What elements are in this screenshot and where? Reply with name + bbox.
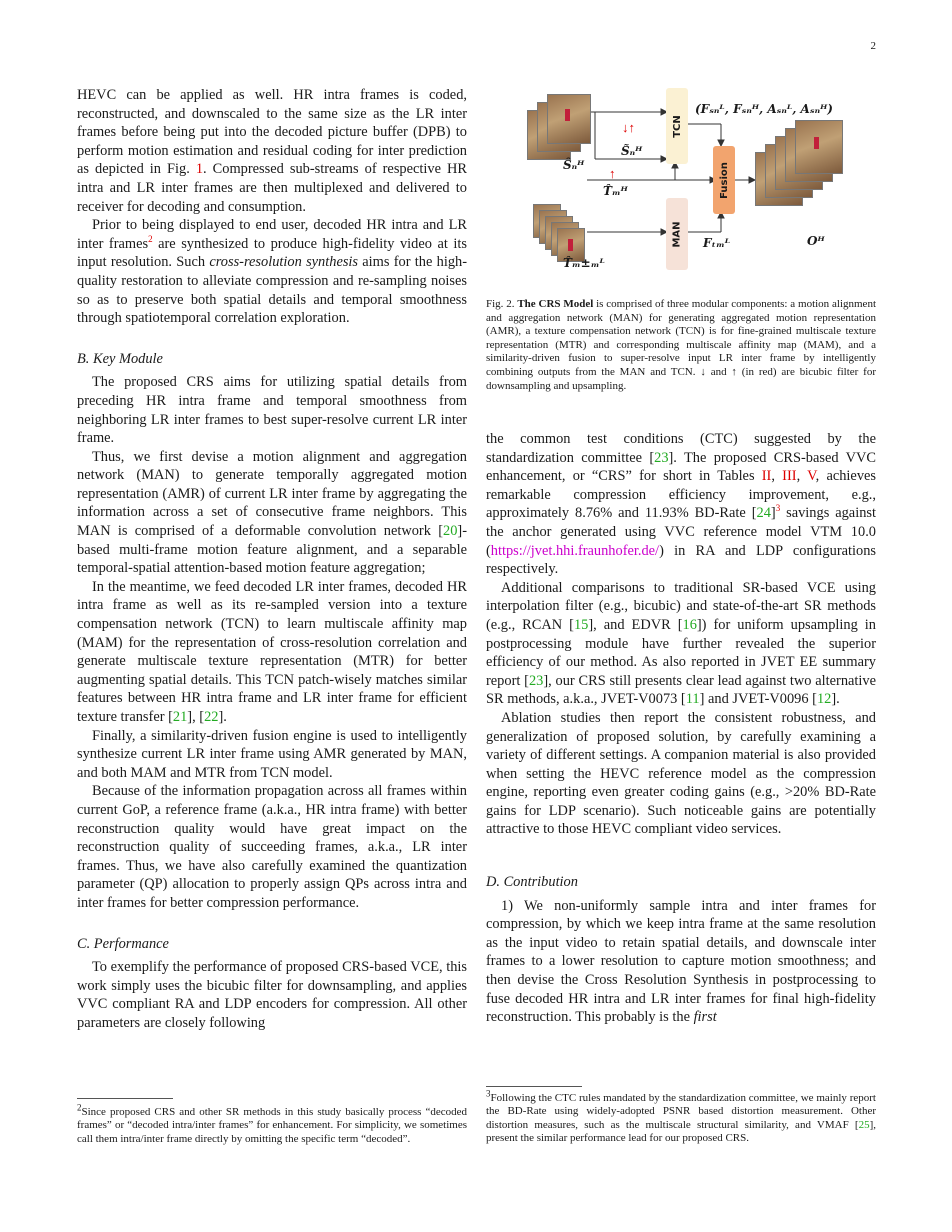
man-block: MAN	[666, 198, 688, 270]
paragraph: Finally, a similarity-driven fusion engine is used to intelligently synthesize current LR inter frame using AMR generated by MAN, and both MAM and MTR from TCN model.	[77, 727, 467, 781]
citation[interactable]: 21	[172, 709, 188, 725]
citation[interactable]: 23	[654, 449, 669, 466]
paragraph: the common test conditions (CTC) suggested by the standardization committee [23]. The proposed CRS-based VVC enhancement, or “CRS” for short in Tables II, III, V, achieves remarkable compression efficiency improvement, e.g., approximately 8.76% and 11.93% BD-Rate $[24]^3$ savings against the anchor generated using VVC reference model VTM 10.0 (https://jvet.hhi.fraunhofer.de/) in RA and LDP configurations respectively.	[486, 431, 877, 578]
tcn-block: TCN	[666, 88, 688, 164]
footnote-mark[interactable]: 3	[775, 503, 781, 514]
citation[interactable]: 11	[685, 691, 700, 708]
paragraph: Additional comparisons to traditional SR-based VCE using interpolation filter (e.g., bicubic) and state-of-the-art SR methods (e.g., RCAN [15], and EDVR [16]) for uniform upsampling in postprocessing module have further revealed the superior efficiency of our method. As also reported in JVET EE summary report [23], our CRS still presents clear lead against two alternative SR methods, a.k.a., JVET-V0073 [11] and JVET-V0096 [12].	[486, 579, 876, 708]
citation[interactable]: 24	[756, 505, 771, 522]
paragraph: The proposed CRS aims for utilizing spatial details from preceding HR intra frame and temporal smoothness from neighboring LR inter frames to best super-resolve current LR inter frame.	[77, 374, 467, 447]
upsampling-arrow: ↑	[609, 166, 616, 181]
paragraph: Ablation studies then report the consistent robustness, and generalization of proposed solution, by carefully examining a variety of different settings. A companion material is also provided when setting the HEVC reference model as the compression engine, reporting even greater coding gains (e.g., >20% BD-Rate gains for LDP scenario). Such noticeable gains are potentially attractive to those HEVC compliant video services.	[486, 709, 876, 838]
figure-ref[interactable]: 1	[195, 161, 204, 178]
paragraph: Thus, we first devise a motion alignment and aggregation network (MAN) to generate temporally aggregated motion representation (AMR) of current LR inter frame by aggregating the information across a set of consecutive frame neighbors. This MAN is comprised of a deformable convolution network [20]-based multi-frame motion feature alignment, and a separable temporal-spatial attention-based motion feature aggregation;	[77, 448, 467, 577]
down-up-sampling-arrows: ↓↑	[622, 120, 635, 135]
right-column	[486, 430, 876, 1027]
citation[interactable]: 12	[816, 691, 832, 708]
label-s-hat: Ŝₙᴴ	[563, 158, 585, 172]
label-tcn-output: (Fₛₙᴸ, Fₛₙᴴ, Aₛₙᴸ, Aₛₙᴴ)	[695, 102, 833, 116]
hr-frame	[547, 94, 591, 144]
left-column	[77, 86, 467, 1033]
footnote-rule	[486, 1086, 582, 1087]
paragraph: HEVC can be applied as well. HR intra frames is coded, reconstructed, and downscaled to the same size as the LR inter frames before being put into the decoded picture buffer (DPB) to perform motion estimation and residual coding for inter prediction as depicted in Fig. 1. Compressed sub-streams of respective HR intra and LR inter frames are then multiplexed and delivered to receiver for decoding and consumption.	[77, 87, 467, 215]
label-f-t-l: Fₜₘᴸ	[703, 236, 731, 250]
table-ref[interactable]: II	[761, 468, 772, 485]
section-heading: B. Key Module	[77, 350, 163, 367]
paragraph: 1) We non-uniformly sample intra and inter frames for compression, by which we keep intra frame at the same resolution as the input video to retain spatial details, and downscale inter frames to a lower resolution to capture motion smoothness; and then devise the Cross Resolution Synthesis in postprocessing to fuse decoded HR intra and LR inter frames for final high-fidelity reconstruction. This probably is the first	[486, 897, 876, 1026]
citation[interactable]: 15	[573, 616, 589, 633]
fusion-block: Fusion	[713, 146, 735, 214]
label-t-hat-h: T̂ₘᴴ	[603, 184, 628, 198]
label-s-tilde: S̃ₙᴴ	[621, 144, 643, 158]
paragraph: Because of the information propagation across all frames within current GoP, a reference frame (a.k.a., HR intra frame) with better reconstruction quality would have great impact on the reconstruction quality of succeeding frames, a.k.a., LR inter frames. Thus, we have also carefully examined the quantization parameter (QP) allocation to properly assign QPs across intra and inter frames for better compression performance.	[77, 783, 467, 911]
citation[interactable]: 23	[528, 672, 544, 689]
citation[interactable]: 16	[682, 616, 697, 633]
footnote-left: $^2$Since proposed CRS and other SR methods in this study basically process “decoded frames” or “decoded intra/inter frames” for enhancement. For simplicity, we sometimes call them intra/inter frame directly by omitting the specific term “decoded”.	[77, 1102, 467, 1145]
paragraph: Prior to being displayed to end user, decoded HR intra and LR inter frames$^2$ are synthesized to produce high-fidelity video at its input resolution. Such cross-resolution synthesis aims for the high-quality restoration to alleviate compression and re-sampling noises so as to preserve both spatial details and temporal smoothness through spatiotemporal correlation exploration.	[77, 217, 468, 327]
output-frame	[795, 120, 843, 174]
crs-model-figure	[525, 84, 855, 284]
table-ref[interactable]: III	[782, 468, 797, 485]
paragraph: In the meantime, we feed decoded LR inter frames, decoded HR intra frame as well as its re-sampled version into a texture compensation network (TCN) to learn multiscale affinity map (MAM) for the representation of cross-resolution correlation and generate multiscale texture representation (MTR) for better augmenting spatial details. This TCN patch-wisely matches similar features between HR intra frame and LR inter frame for efficient texture transfer [21], [22].	[77, 578, 467, 725]
section-heading: D. Contribution	[486, 874, 578, 891]
label-o-h: Oᴴ	[807, 234, 825, 248]
citation[interactable]: 20	[443, 523, 458, 540]
page-number: 2	[870, 40, 876, 52]
figure-caption: Fig. 2. The CRS Model is comprised of three modular components: a motion alignment and aggregation network (MAN) for generating aggregated motion representation (AMR), a texture compensation network (TCN) is for fine-grained multiscale texture representation (MTR) and corresponding multiscale affinity map (MAM), and a similarity-driven fusion to super-resolve input LR inter frame by intelligently combining outputs from the MAN and TCN. ↓ and ↑ (in red) are bicubic filter for downsampling and upsampling.	[486, 298, 876, 392]
paragraph: To exemplify the performance of proposed CRS-based VCE, this work simply uses the bicubic filter for downsampling, and applies VVC compliant RA and LDP encoders for compression. All other parameters are closely following	[77, 959, 467, 1031]
label-t-hat-l: T̂ₘ±ₘᴸ	[563, 256, 605, 270]
citation[interactable]: 22	[204, 709, 219, 725]
citation[interactable]: 25	[858, 1118, 870, 1131]
table-ref[interactable]: V	[807, 468, 816, 485]
footnote-rule	[77, 1098, 173, 1099]
footnote-mark[interactable]: 2	[148, 233, 153, 244]
footnote-right: $^3$Following the CTC rules mandated by the standardization committee, we mainly report the BD-Rate using widely-adopted PSNR based distortion measurement. Other distortion measures, such as the multiscale structural similarity, and VMAF [25], present the similar performance lead for our proposed CRS.	[486, 1088, 876, 1145]
jvet-link[interactable]: https://jvet.hhi.fraunhofer.de/	[490, 542, 660, 559]
section-heading: C. Performance	[77, 935, 169, 952]
